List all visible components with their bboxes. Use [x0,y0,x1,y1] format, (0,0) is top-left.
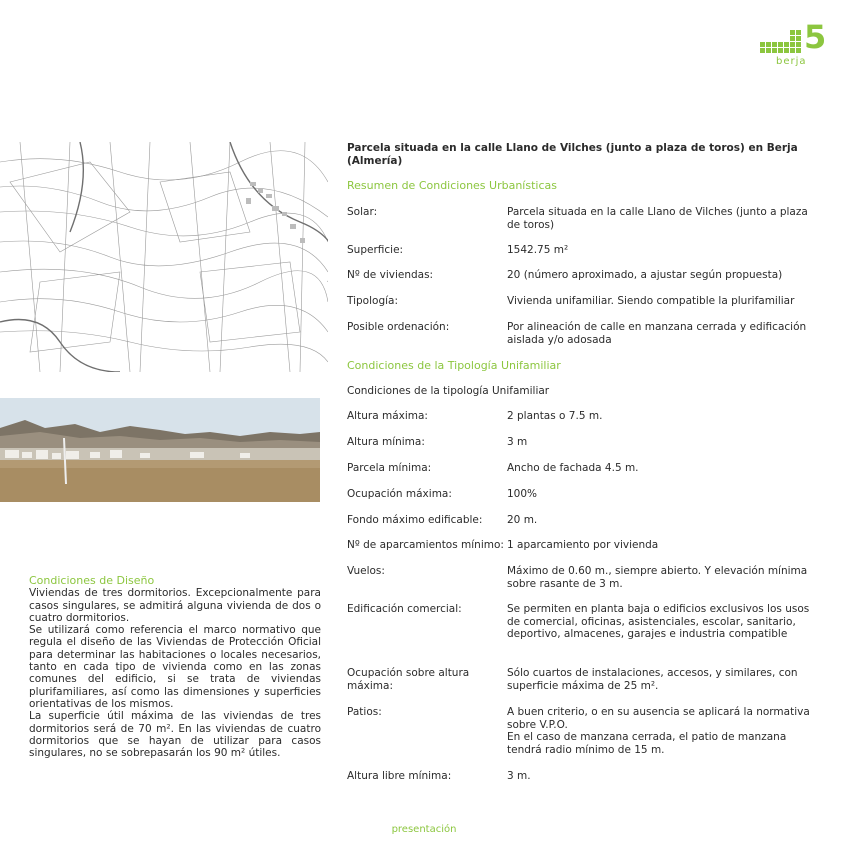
row-value: 3 m. [507,770,531,782]
row-label: Solar: [347,206,378,218]
row-value: Se permiten en planta baja o edificios exclusivos los usos de comercial, oficinas, asistenciales, escolar, sanitario, deportivo, almacenes, garajes e industria compatible [507,603,810,640]
cadastral-map-drawing [0,142,328,372]
design-paragraph: La superficie útil máxima de las viviendas de tres dormitorios será de 70 m². En las viviendas de cuatro dormitorios que se hayan de utilizar para casos singulares, no se sobrepasarán los 90 m² útiles. [29,710,321,760]
row-label: Parcela mínima: [347,462,432,474]
row-value: 1542.75 m² [507,244,569,256]
summary-heading: Resumen de Condiciones Urbanísticas [347,179,557,192]
design-paragraph: Viviendas de tres dormitorios. Excepcionalmente para casos singulares, se admitirá alguna vivienda de dos o cuatro dormitorios. [29,587,321,624]
row-value: Por alineación de calle en manzana cerrada y edificación aislada y/o adosada [507,321,807,346]
row-value: 20 (número aproximado, a ajustar según propuesta) [507,269,783,281]
row-value: Ancho de fachada 4.5 m. [507,462,639,474]
row-label: Vuelos: [347,565,385,577]
parcel-title: Parcela situada en la calle Llano de Vilches (junto a plaza de toros) en Berja (Almería) [347,142,798,167]
row-label: Edificación comercial: [347,603,462,615]
row-label: Tipología: [347,295,398,307]
row-value: Sólo cuartos de instalaciones, accesos, y similares, con superficie máxima de 25 m². [507,667,798,692]
row-label: Nº de aparcamientos mínimo: [347,539,504,551]
row-value: Parcela situada en la calle Llano de Vilches (junto a plaza de toros) [507,206,808,231]
logo-numeral: 5 [804,18,827,56]
row-label: Altura mínima: [347,436,425,448]
row-label: Posible ordenación: [347,321,450,333]
row-label: Superficie: [347,244,404,256]
row-value: 3 m [507,436,528,448]
row-value: 20 m. [507,514,538,526]
logo-brand: berja [776,56,807,67]
logo-dot-grid-icon [760,30,804,56]
typology-heading: Condiciones de la Tipología Unifamiliar [347,359,561,372]
row-label: Fondo máximo edificable: [347,514,483,526]
site-photo [0,398,320,502]
design-heading: Condiciones de Diseño [29,574,155,587]
row-value: Máximo de 0.60 m., siempre abierto. Y elevación mínima sobre rasante de 3 m. [507,565,808,590]
row-value: Vivienda unifamiliar. Siendo compatible la plurifamiliar [507,295,795,307]
footer-section-label: presentación [391,824,457,835]
row-value: 1 aparcamiento por vivienda [507,539,659,551]
row-label: Nº de viviendas: [347,269,434,281]
row-value: 2 plantas o 7.5 m. [507,410,603,422]
row-label: Altura máxima: [347,410,428,422]
row-label: Altura libre mínima: [347,770,452,782]
typology-subheading: Condiciones de la tipología Unifamiliar [347,385,550,397]
site-photo-image [0,398,320,502]
cadastral-map [0,142,328,372]
design-paragraph: Se utilizará como referencia el marco normativo que regula el diseño de las Viviendas de Protección Oficial para determinar las habitaciones o locales necesarios, tanto en cada tipo de vivienda como en las zonas comunes del edificio, si se trata de viviendas plurifamiliares, así como las dimensiones y superficies orientativas de los mismos. [29,624,321,710]
berja-logo [760,20,832,70]
row-value: A buen criterio, o en su ausencia se aplicará la normativa sobre V.P.O. En el caso de manzana cerrada, el patio de manzana tendrá radio mínimo de 15 m. [507,706,810,756]
row-label: Ocupación sobre altura máxima: [347,667,470,692]
design-conditions [29,575,321,759]
row-label: Patios: [347,706,382,718]
row-label: Ocupación máxima: [347,488,452,500]
row-value: 100% [507,488,538,500]
